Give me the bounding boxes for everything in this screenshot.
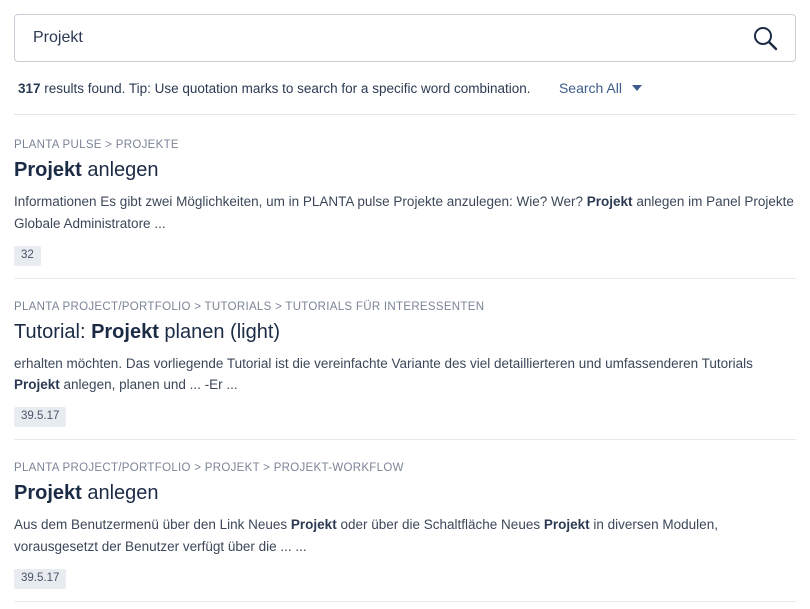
result-snippet: erhalten möchten. Das vorliegende Tutorial ist die vereinfachte Variante des viel detaillierteren und umfassenderen Tutorials Projekt anlegen, planen und ... -Er ...: [14, 355, 753, 393]
version-badge: 39.5.17: [14, 569, 66, 589]
result-title[interactable]: Projekt anlegen: [14, 159, 159, 181]
version-badge: 32: [14, 246, 41, 266]
results-count: 317: [18, 80, 41, 96]
result-snippet: Aus dem Benutzermenü über den Link Neues Projekt oder über die Schaltfläche Neues Projekt in diversen Modulen, vorausgesetzt der Benutzer verfügt über die ... ...: [14, 517, 718, 554]
result-snippet: Informationen Es gibt zwei Möglichkeiten, um in PLANTA pulse Projekte anzulegen: Wie? Wer? Projekt anlegen im Panel Projekte Globale Administratore ...: [14, 194, 794, 231]
search-scope-label: Search All: [558, 80, 622, 96]
breadcrumb: PLANTA PROJECT/PORTFOLIO > PROJEKT > PROJEKT-WORKFLOW: [14, 462, 404, 475]
search-result-item[interactable]: [14, 287, 796, 449]
results-meta-row: [14, 80, 796, 96]
version-badge: 39.5.17: [14, 407, 66, 427]
search-scope-dropdown[interactable]: [559, 80, 792, 96]
result-title[interactable]: Projekt anlegen: [14, 482, 159, 505]
search-input[interactable]: [33, 29, 749, 47]
breadcrumb: PLANTA PULSE > PROJEKTE: [14, 139, 179, 151]
result-divider: [14, 278, 796, 279]
breadcrumb: PLANTA PROJECT/PORTFOLIO > TUTORIALS > TUTORIALS FÜR INTERESSENTEN: [14, 300, 485, 313]
results-tip: results found. Tip: Use quotation marks to search for a specific word combination.: [40, 80, 531, 96]
search-result-item[interactable]: [14, 448, 796, 609]
chevron-down-icon: [632, 85, 642, 91]
search-bar[interactable]: [14, 14, 796, 62]
search-icon[interactable]: [749, 22, 781, 54]
results-list: [14, 115, 796, 609]
result-divider: [14, 439, 796, 440]
result-divider: [14, 601, 796, 602]
result-title[interactable]: Tutorial: Projekt planen (light): [14, 320, 281, 343]
search-result-item[interactable]: [14, 125, 796, 287]
results-count-text: [18, 81, 531, 96]
